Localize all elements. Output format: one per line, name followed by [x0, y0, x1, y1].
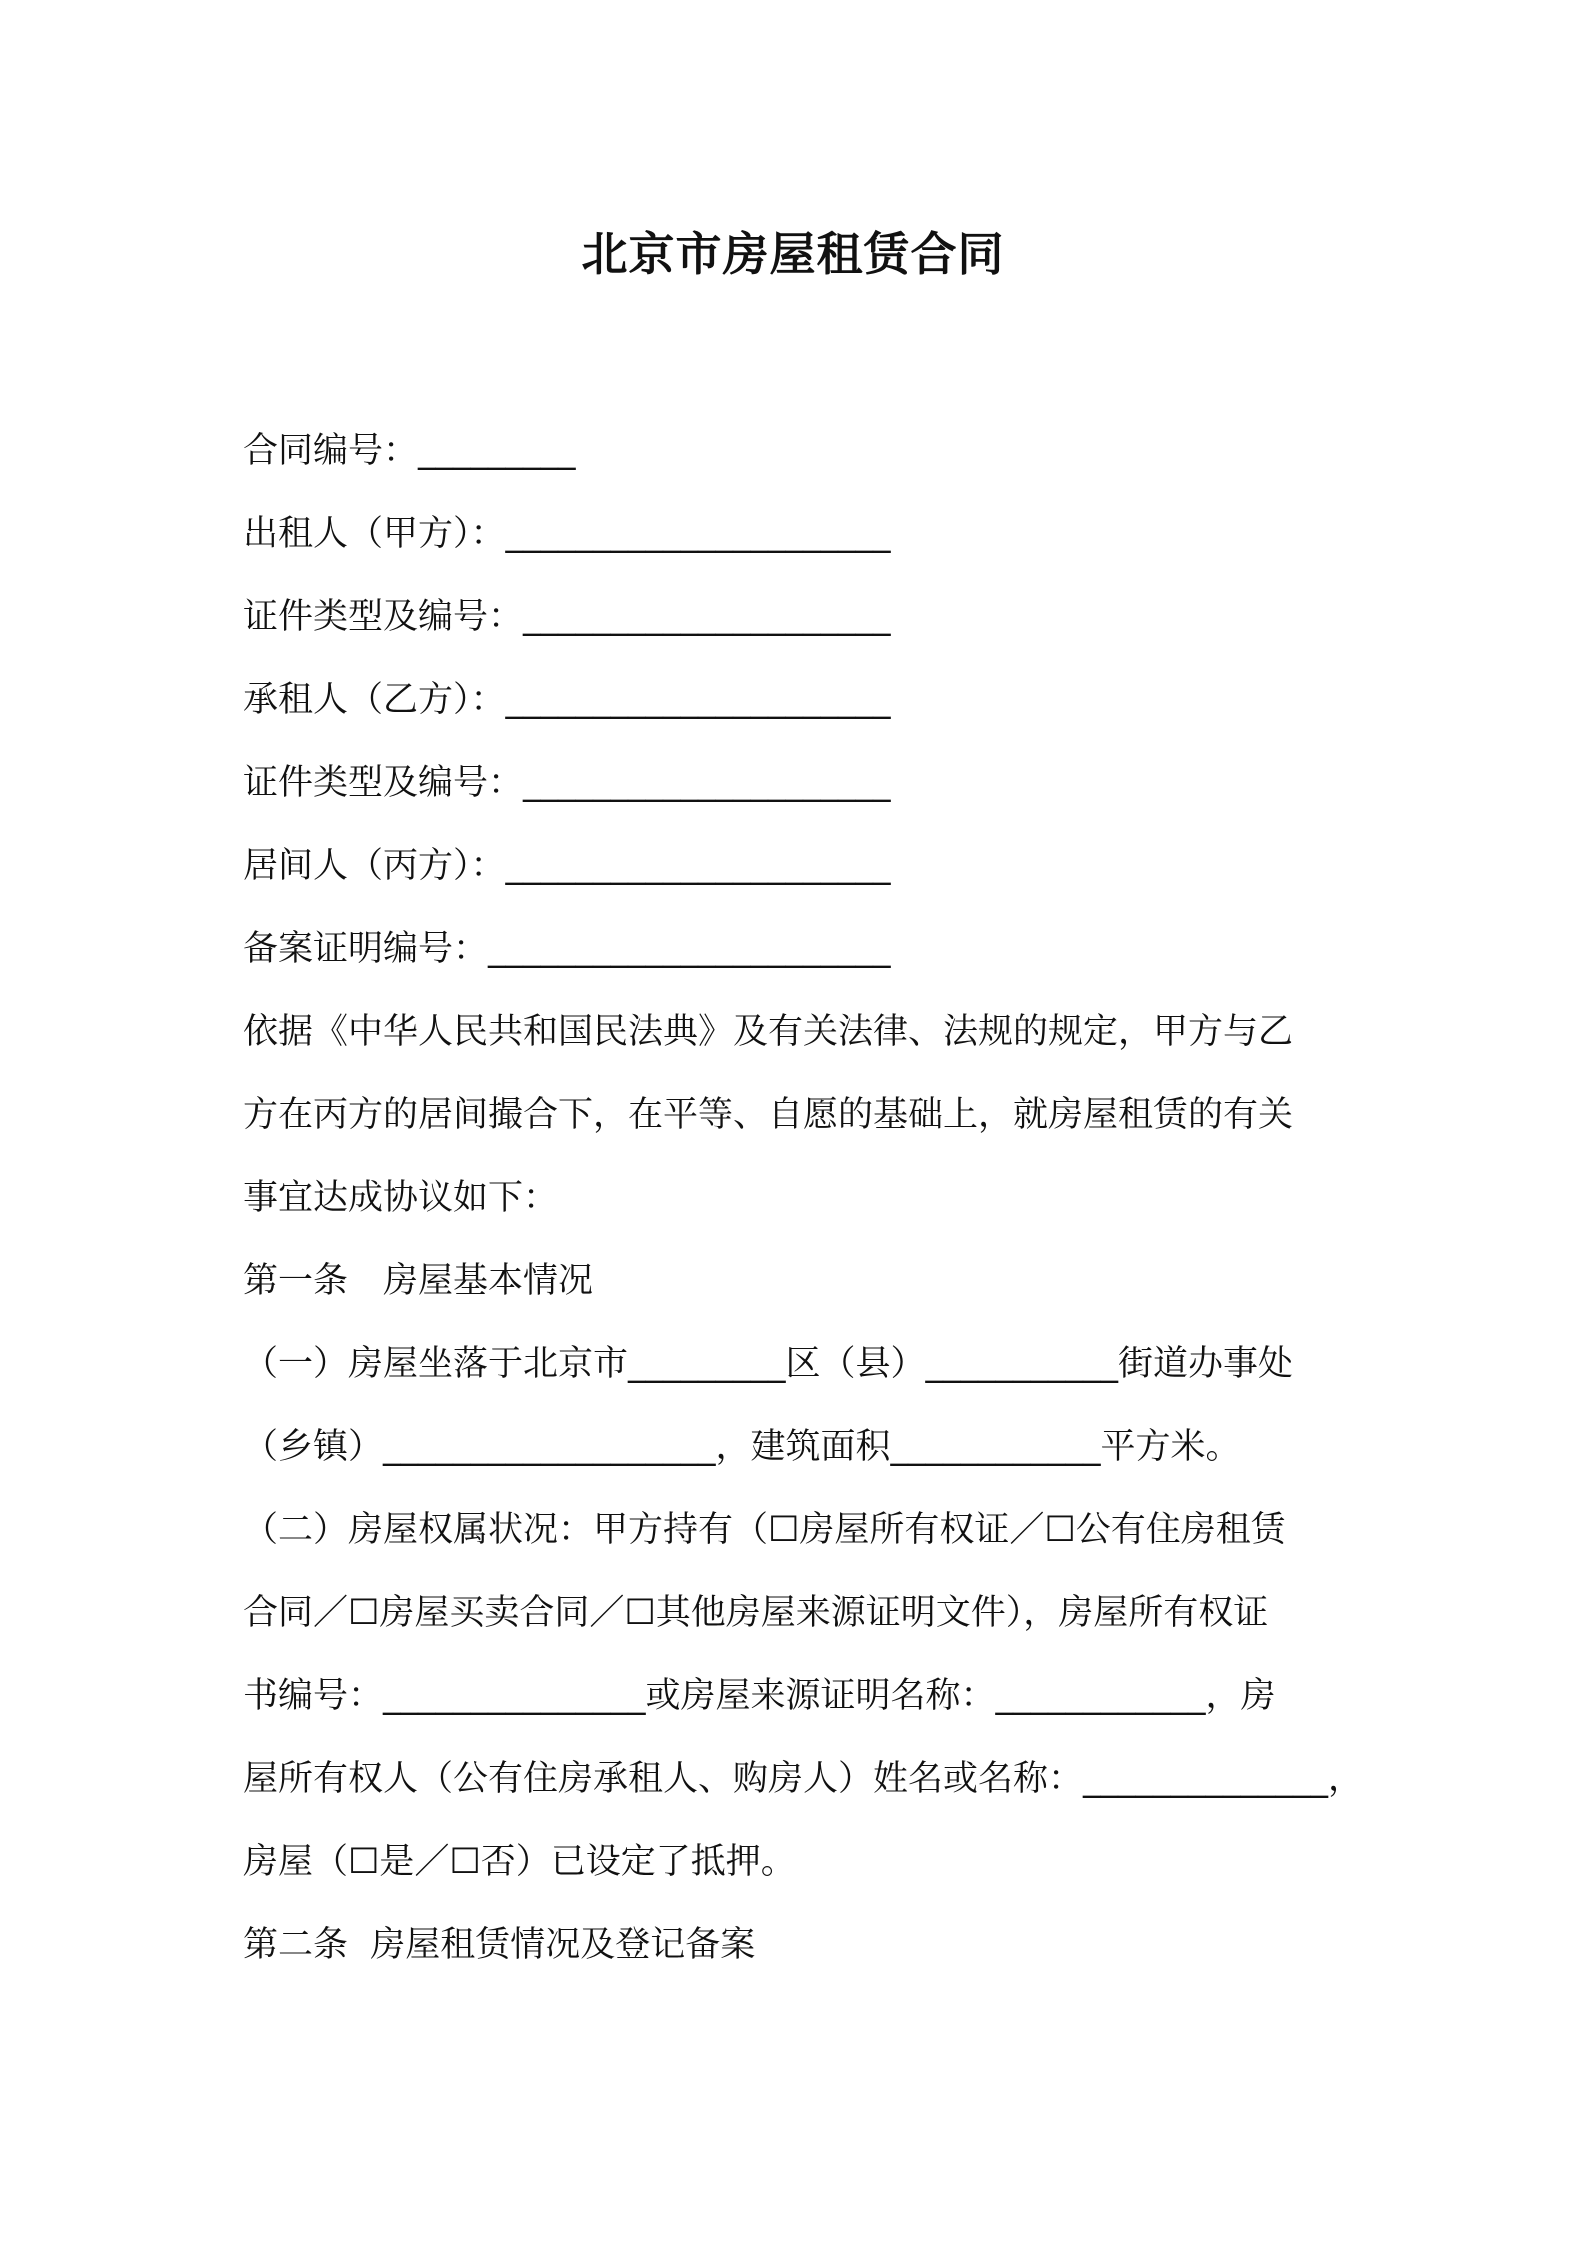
filing-number-field: 备案证明编号：_______________________ — [243, 929, 891, 969]
contract-number-field: 合同编号：_________ — [243, 431, 576, 471]
preamble-line: 依据《中华人民共和国民法典》及有关法律、法规的规定，甲方与乙 — [243, 1012, 1294, 1052]
preamble-line: 事宜达成协议如下： — [243, 1178, 559, 1218]
preamble-line: 方在丙方的居间撮合下，在平等、自愿的基础上，就房屋租赁的有关 — [243, 1095, 1294, 1135]
lessor-field: 出租人（甲方）：______________________ — [243, 514, 891, 554]
article-1-clause-2-line: （二）房屋权属状况：甲方持有（☐房屋所有权证／☐公有住房租赁 — [243, 1510, 1286, 1550]
document-body — [243, 410, 1363, 1987]
article-1-clause-2-line: 屋所有权人（公有住房承租人、购房人）姓名或名称：______________， — [243, 1759, 1363, 1799]
article-1-clause-1-line: （乡镇）___________________，建筑面积____________平方米。 — [243, 1427, 1241, 1467]
article-1-clause-2-line: 合同／☐房屋买卖合同／☐其他房屋来源证明文件），房屋所有权证 — [243, 1593, 1269, 1633]
lessee-id-field: 证件类型及编号：_____________________ — [243, 763, 891, 803]
article-1-clause-2-line: 房屋（☐是／☐否）已设定了抵押。 — [243, 1842, 796, 1882]
article-2-heading: 第二条 房屋租赁情况及登记备案 — [243, 1925, 756, 1965]
article-1-clause-2-line: 书编号：_______________或房屋来源证明名称：____________，房 — [243, 1676, 1276, 1716]
lessor-id-field: 证件类型及编号：_____________________ — [243, 597, 891, 637]
lessee-field: 承租人（乙方）：______________________ — [243, 680, 891, 720]
document-title: 北京市房屋租赁合同 — [581, 227, 1005, 281]
article-1-heading: 第一条 房屋基本情况 — [243, 1261, 594, 1301]
intermediary-field: 居间人（丙方）：______________________ — [243, 846, 891, 886]
article-1-clause-1-line: （一）房屋坐落于北京市_________区（县）___________街道办事处 — [243, 1344, 1294, 1384]
